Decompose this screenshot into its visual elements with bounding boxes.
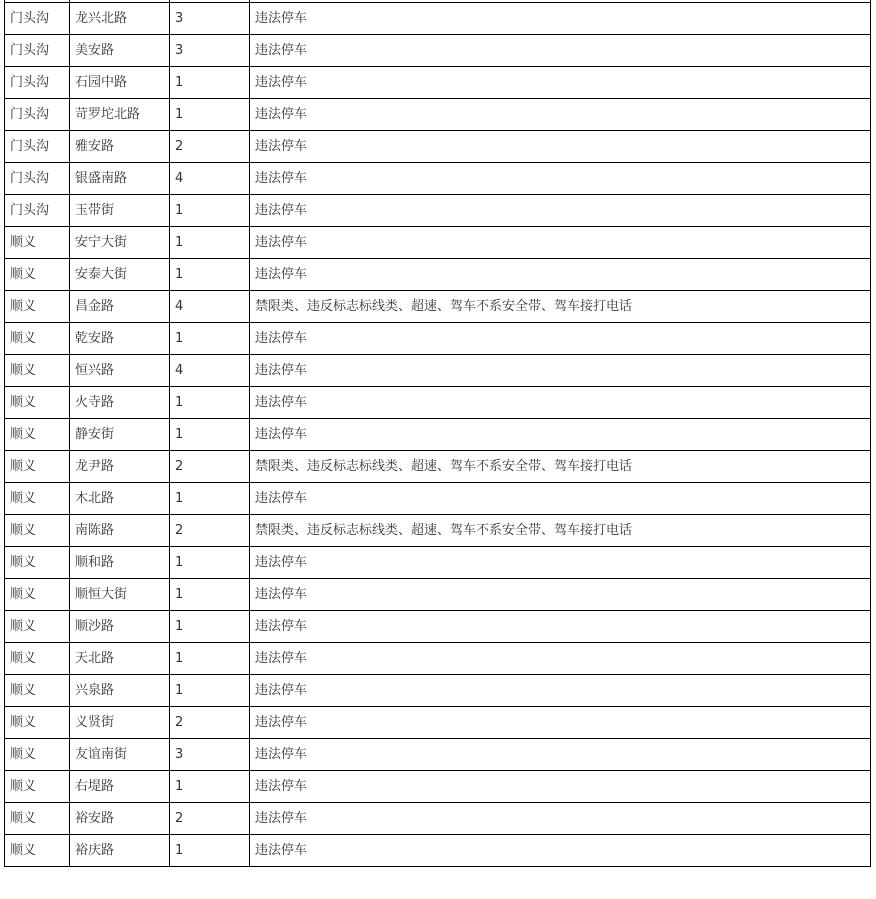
district-cell: 顺义	[5, 515, 70, 547]
table-row	[5, 739, 871, 771]
violation-cell: 禁限类、违反标志标线类、超速、驾车不系安全带、驾车接打电话	[250, 515, 871, 547]
table-container	[4, 0, 871, 867]
violation-cell: 违法停车	[250, 3, 871, 35]
violation-cell: 违法停车	[250, 739, 871, 771]
district-cell: 顺义	[5, 227, 70, 259]
violation-cell: 违法停车	[250, 355, 871, 387]
table-row	[5, 3, 871, 35]
count-cell: 1	[170, 259, 250, 291]
table-row	[5, 611, 871, 643]
table-row	[5, 355, 871, 387]
count-cell: 1	[170, 67, 250, 99]
road-cell: 美安路	[70, 35, 170, 67]
district-cell: 顺义	[5, 707, 70, 739]
road-cell: 南陈路	[70, 515, 170, 547]
table-row	[5, 67, 871, 99]
road-cell: 顺和路	[70, 547, 170, 579]
district-cell: 门头沟	[5, 35, 70, 67]
road-cell: 银盛南路	[70, 163, 170, 195]
table-row	[5, 323, 871, 355]
table-row	[5, 675, 871, 707]
road-cell: 玉带街	[70, 195, 170, 227]
road-cell: 乾安路	[70, 323, 170, 355]
district-cell: 顺义	[5, 451, 70, 483]
road-cell: 裕庆路	[70, 835, 170, 867]
district-cell: 门头沟	[5, 67, 70, 99]
road-cell: 恒兴路	[70, 355, 170, 387]
road-cell: 雅安路	[70, 131, 170, 163]
road-cell: 木北路	[70, 483, 170, 515]
table-row	[5, 579, 871, 611]
count-cell: 4	[170, 163, 250, 195]
road-cell: 火寺路	[70, 387, 170, 419]
district-cell: 顺义	[5, 579, 70, 611]
table-row	[5, 707, 871, 739]
count-cell: 1	[170, 835, 250, 867]
violation-cell: 禁限类、违反标志标线类、超速、驾车不系安全带、驾车接打电话	[250, 291, 871, 323]
violation-cell: 违法停车	[250, 483, 871, 515]
district-cell: 顺义	[5, 483, 70, 515]
district-cell: 顺义	[5, 675, 70, 707]
violation-cell: 违法停车	[250, 419, 871, 451]
violation-cell: 违法停车	[250, 803, 871, 835]
violation-cell: 违法停车	[250, 99, 871, 131]
district-cell: 顺义	[5, 419, 70, 451]
count-cell: 1	[170, 195, 250, 227]
district-cell: 顺义	[5, 643, 70, 675]
count-cell: 1	[170, 323, 250, 355]
district-cell: 顺义	[5, 739, 70, 771]
road-cell: 安泰大街	[70, 259, 170, 291]
district-cell: 顺义	[5, 291, 70, 323]
road-cell: 静安街	[70, 419, 170, 451]
table-row	[5, 771, 871, 803]
count-cell: 1	[170, 99, 250, 131]
table-row	[5, 643, 871, 675]
table-row	[5, 835, 871, 867]
count-cell: 3	[170, 739, 250, 771]
count-cell: 1	[170, 611, 250, 643]
count-cell: 2	[170, 803, 250, 835]
count-cell: 1	[170, 483, 250, 515]
road-cell: 右堤路	[70, 771, 170, 803]
road-cell: 顺恒大街	[70, 579, 170, 611]
table-row	[5, 419, 871, 451]
count-cell: 4	[170, 355, 250, 387]
violation-cell: 禁限类、违反标志标线类、超速、驾车不系安全带、驾车接打电话	[250, 451, 871, 483]
district-cell: 顺义	[5, 611, 70, 643]
district-cell: 顺义	[5, 355, 70, 387]
road-cell: 友谊南街	[70, 739, 170, 771]
road-cell: 裕安路	[70, 803, 170, 835]
count-cell: 2	[170, 131, 250, 163]
violation-cell: 违法停车	[250, 771, 871, 803]
violation-cell: 违法停车	[250, 707, 871, 739]
district-cell: 顺义	[5, 323, 70, 355]
count-cell: 3	[170, 3, 250, 35]
table-row	[5, 387, 871, 419]
district-cell: 门头沟	[5, 3, 70, 35]
road-cell: 义贤街	[70, 707, 170, 739]
count-cell: 4	[170, 291, 250, 323]
count-cell: 1	[170, 547, 250, 579]
table-row	[5, 99, 871, 131]
district-cell: 顺义	[5, 387, 70, 419]
road-cell: 兴泉路	[70, 675, 170, 707]
road-cell: 石园中路	[70, 67, 170, 99]
violation-cell: 违法停车	[250, 259, 871, 291]
district-cell: 门头沟	[5, 99, 70, 131]
table-row	[5, 131, 871, 163]
violation-cell: 违法停车	[250, 675, 871, 707]
violation-cell: 违法停车	[250, 195, 871, 227]
table-row	[5, 163, 871, 195]
count-cell: 1	[170, 387, 250, 419]
count-cell: 1	[170, 675, 250, 707]
count-cell: 1	[170, 579, 250, 611]
violation-cell: 违法停车	[250, 643, 871, 675]
count-cell: 1	[170, 643, 250, 675]
count-cell: 2	[170, 515, 250, 547]
table-row	[5, 291, 871, 323]
count-cell: 1	[170, 419, 250, 451]
table-row	[5, 515, 871, 547]
table-row	[5, 35, 871, 67]
violation-cell: 违法停车	[250, 67, 871, 99]
violation-cell: 违法停车	[250, 835, 871, 867]
violation-cell: 违法停车	[250, 547, 871, 579]
table-row	[5, 483, 871, 515]
district-cell: 门头沟	[5, 163, 70, 195]
district-cell: 顺义	[5, 803, 70, 835]
violation-cell: 违法停车	[250, 35, 871, 67]
district-cell: 顺义	[5, 259, 70, 291]
district-cell: 门头沟	[5, 131, 70, 163]
violation-cell: 违法停车	[250, 323, 871, 355]
road-cell: 苛罗坨北路	[70, 99, 170, 131]
count-cell: 3	[170, 35, 250, 67]
table-row	[5, 547, 871, 579]
road-cell: 安宁大街	[70, 227, 170, 259]
violation-cell: 违法停车	[250, 163, 871, 195]
district-cell: 顺义	[5, 547, 70, 579]
violation-cell: 违法停车	[250, 387, 871, 419]
count-cell: 1	[170, 771, 250, 803]
district-cell: 顺义	[5, 771, 70, 803]
count-cell: 2	[170, 707, 250, 739]
district-cell: 门头沟	[5, 195, 70, 227]
table-row	[5, 259, 871, 291]
table-row	[5, 451, 871, 483]
table-body	[5, 0, 871, 867]
violation-cell: 违法停车	[250, 611, 871, 643]
count-cell: 1	[170, 227, 250, 259]
district-cell: 顺义	[5, 835, 70, 867]
road-cell: 龙兴北路	[70, 3, 170, 35]
road-cell: 龙尹路	[70, 451, 170, 483]
road-cell: 天北路	[70, 643, 170, 675]
road-cell: 顺沙路	[70, 611, 170, 643]
violation-cell: 违法停车	[250, 579, 871, 611]
table-row	[5, 803, 871, 835]
road-cell: 昌金路	[70, 291, 170, 323]
table-row	[5, 195, 871, 227]
violation-table	[4, 0, 871, 867]
violation-cell: 违法停车	[250, 131, 871, 163]
count-cell: 2	[170, 451, 250, 483]
table-row	[5, 227, 871, 259]
violation-cell: 违法停车	[250, 227, 871, 259]
